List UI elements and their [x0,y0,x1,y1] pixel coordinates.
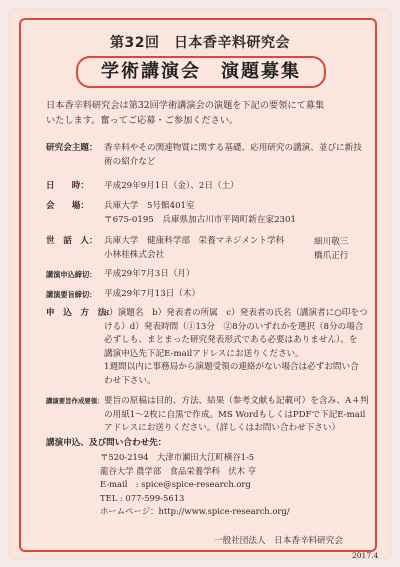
contact-address: 〒520-2194 大津市瀬田大江町横谷1-5 [100,452,255,462]
abstract-format-line: アドレスにお送りください。（詳しくはお問い合わせ下さい） [104,423,341,433]
abstract-deadline-label: 講演要旨締切： [46,290,97,299]
method-line: ける）d）発表時間（①13分 ②8分のいずれかを選択（8分の場合 [104,321,364,332]
theme-line: 術の紹介など [104,156,156,167]
abstract-deadline-value [104,288,368,302]
abstract-format-label: 講演要旨作成要領： [46,397,104,405]
organizer-name-1: 細川敬三 [314,237,349,247]
contact-heading: 講演申込、及び問い合わせ先： [46,438,167,448]
method-line: 必ずしも、まとまった研究発表形式である必要はありません）。を [104,335,358,345]
method-value [104,307,368,388]
abstract-format-value [104,395,368,436]
application-deadline-label: 講演申込締切： [46,270,97,279]
contact-phone: TEL : 077-599-5613 [100,492,185,503]
abstract-format-line: 要旨の原稿は目的、方法、結果（参考文献も記載可）を含み、A４判 [104,396,369,406]
contact-homepage[interactable]: ホームページ：http://www.spice-research.org/ [100,506,290,516]
date-label: 日 時： [46,181,89,191]
abstract-format-line: の用紙1～2枚に自黒で作成。MS WordもしくはPDFで下記E-mail [104,409,366,420]
intro-paragraph [46,98,364,128]
theme-label: 研究会主題： [46,143,98,153]
venue-line: 兵庫大学 5号館401室 [104,201,195,211]
date-value [104,180,368,194]
footer-organization: 一般社団法人 日本香辛料研究会 [214,536,343,546]
contact-person: 龍谷大学 農学部 食品栄養学科 伏木 亨 [100,465,257,476]
organizer-company: 小林桂株式会社 [104,249,165,260]
method-label: 申 込 方 法： [46,308,115,318]
organizer-affiliation: 兵庫大学 健康科学部 栄養マネジメント学科 [104,236,285,246]
application-deadline-value [104,268,368,282]
abstract-deadline-line: 平成29年7月13日（木） [104,289,201,299]
theme-line: 香辛料やその関連物質に関する基礎、応用研究の講演、並びに新技 [104,143,362,153]
organizer-name-2: 橋爪正行 [314,250,349,261]
method-line: a）演題名 b）発表者の所属 c）発表者の氏名（講演者に○印をつ [104,308,368,318]
theme-value [104,142,368,169]
intro-line: 日本香辛料研究会は第32回学術講演会の演題を下記の要領にて募集 [46,100,325,111]
edition-heading: 第32回 日本香辛料研究会 [110,35,290,51]
date-line: 平成29年9月1日（金）、2日（土） [104,181,239,191]
method-line: 1週間以内に事務局から演題受領の連絡がない場合は必ずお問い合 [104,362,359,372]
venue-line: 〒675-0195 兵庫県加古川市平岡町新在家2301 [104,214,296,225]
contact-email[interactable]: E-mail : spice@spice-research.org [100,479,251,489]
organizer-label: 世 話 人： [46,236,98,246]
contact-block [100,451,290,519]
intro-line: いたします。奮ってご応募・ご参加ください。 [46,115,239,126]
venue-label: 会 場： [46,201,89,211]
method-line: わせ下さい。 [104,375,156,386]
footer-date: 2017.4 [352,551,379,560]
page-title: 学術講演会 演題募集 [76,56,326,88]
method-line: 講演申込先下記E-mailアドレスにお送りください。 [104,348,304,359]
application-deadline-line: 平成29年7月3日（月） [104,269,195,279]
venue-value [104,200,368,227]
